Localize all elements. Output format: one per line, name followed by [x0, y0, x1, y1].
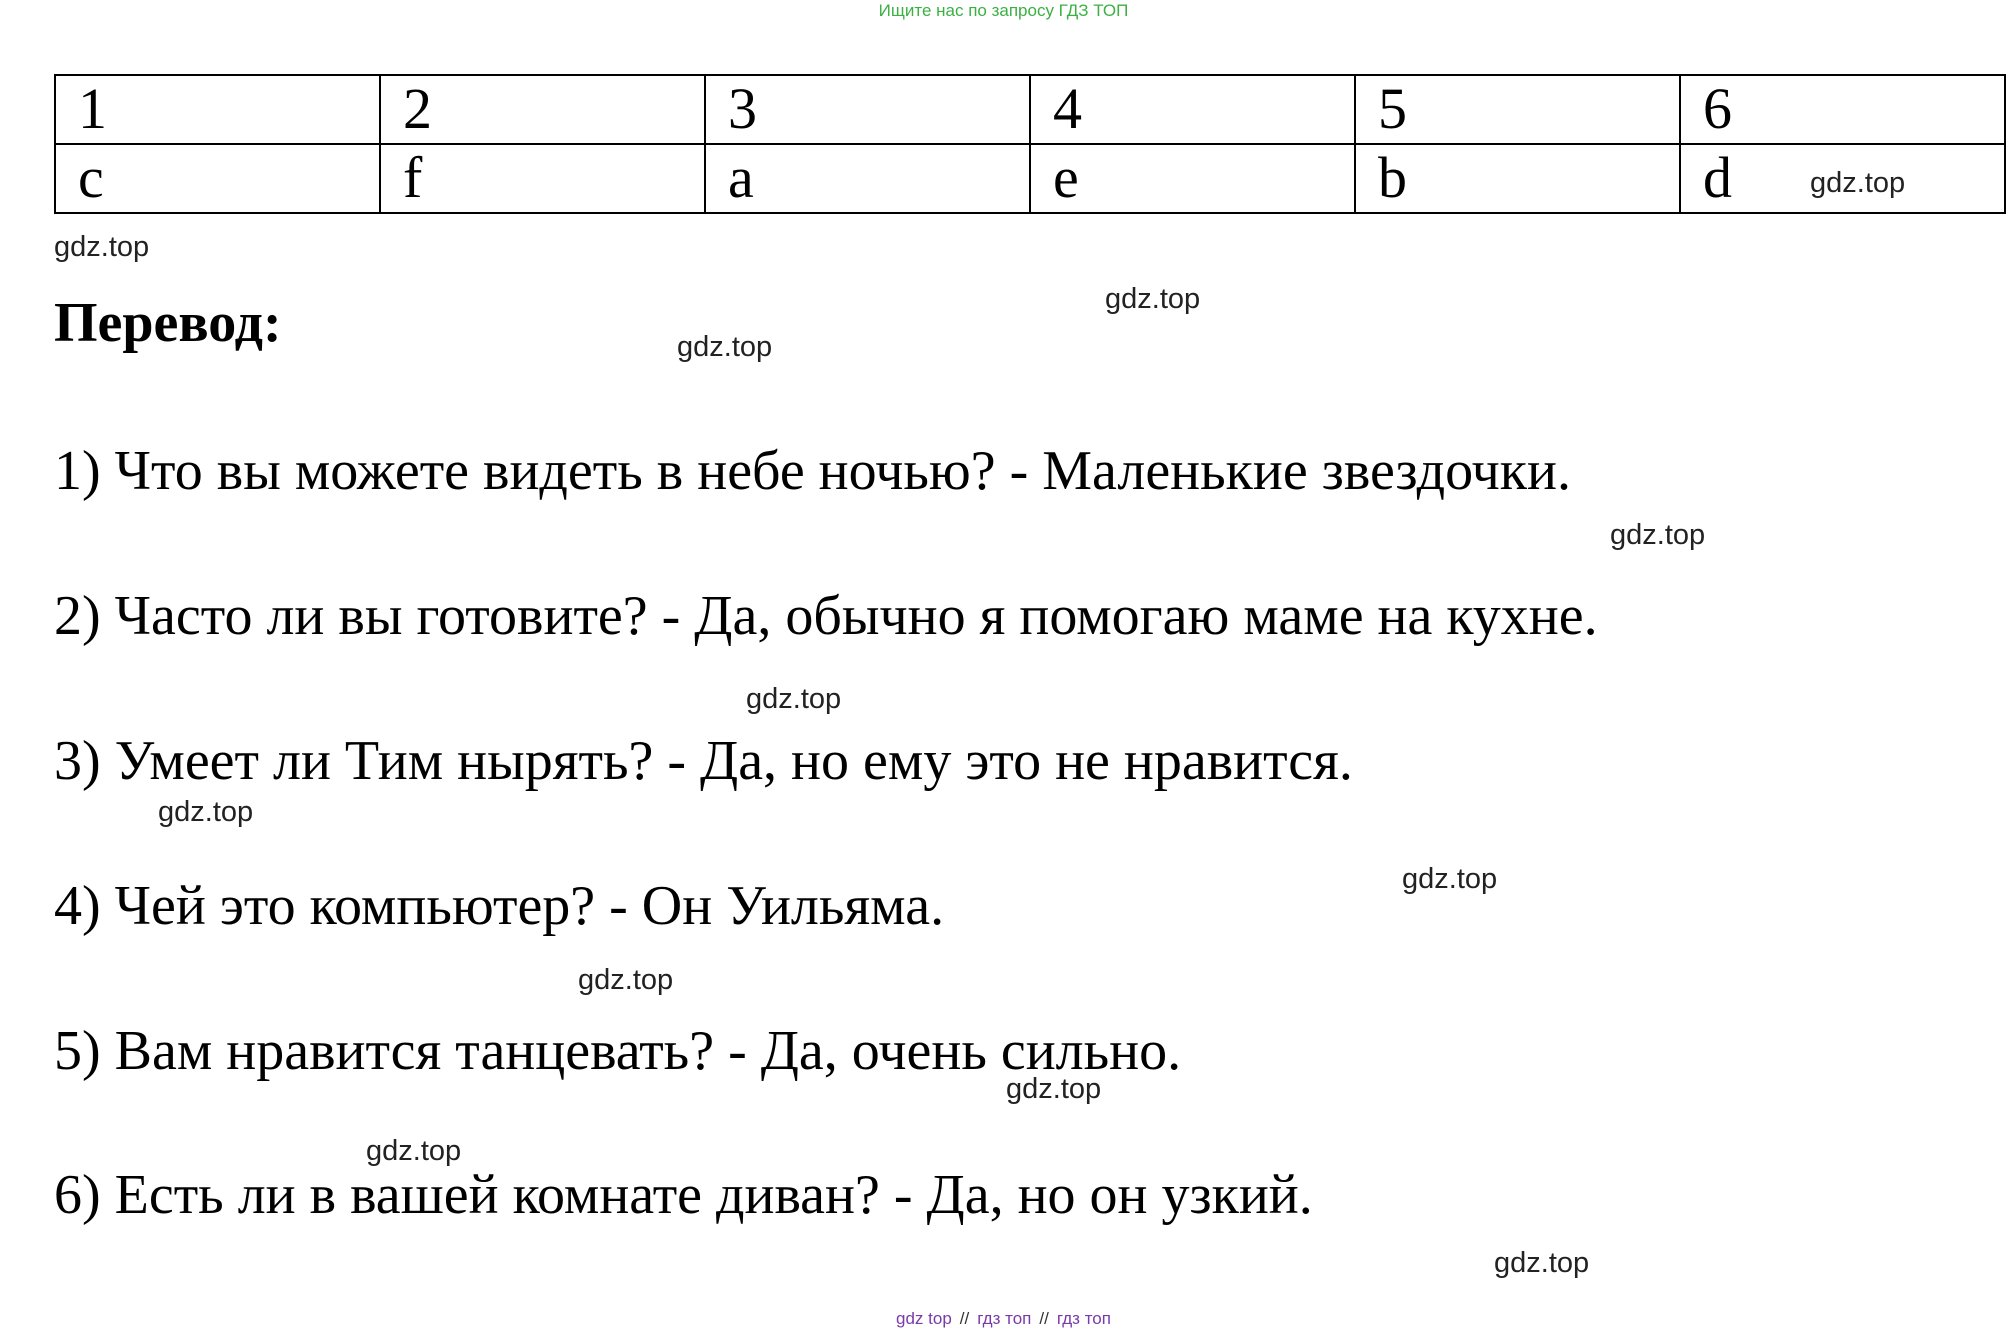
translation-line: 5) Вам нравится танцевать? - Да, очень сильно. — [54, 1020, 1182, 1082]
table-header-row — [55, 75, 2005, 144]
top-banner: Ищите нас по запросу ГДЗ ТОП — [878, 1, 1129, 20]
watermark: gdz.top — [1105, 283, 1201, 315]
table-cell: a — [705, 144, 1030, 213]
watermark: gdz.top — [1810, 167, 1906, 199]
watermark: gdz.top — [1494, 1247, 1590, 1279]
watermark: gdz.top — [677, 331, 773, 363]
table-cell: c — [55, 144, 380, 213]
table-cell: e — [1030, 144, 1355, 213]
table-answer-row — [55, 144, 2005, 213]
footer-link[interactable]: gdz top — [896, 1309, 952, 1328]
footer-separator: // — [1039, 1309, 1049, 1328]
translation-line: 4) Чей это компьютер? - Он Уильяма. — [54, 875, 945, 937]
watermark: gdz.top — [1006, 1073, 1102, 1105]
answer-table — [54, 74, 2006, 214]
translation-line: 6) Есть ли в вашей комнате диван? - Да, но он узкий. — [54, 1164, 1313, 1226]
watermark: gdz.top — [1402, 863, 1498, 895]
translation-line: 3) Умеет ли Тим нырять? - Да, но ему это не нравится. — [54, 730, 1353, 792]
footer-separator: // — [959, 1309, 970, 1328]
table-cell: 2 — [380, 75, 705, 144]
section-title: Перевод: — [54, 292, 282, 354]
table-cell: 6 — [1680, 75, 2005, 144]
watermark: gdz.top — [366, 1135, 462, 1167]
table-cell: 5 — [1355, 75, 1680, 144]
watermark: gdz.top — [746, 683, 842, 715]
table-cell: 3 — [705, 75, 1030, 144]
translation-line: 2) Часто ли вы готовите? - Да, обычно я помогаю маме на кухне. — [54, 585, 1598, 647]
watermark: gdz.top — [578, 964, 674, 996]
table-cell: f — [380, 144, 705, 213]
table-cell: d — [1680, 144, 2005, 213]
watermark: gdz.top — [1610, 519, 1706, 551]
footer-link[interactable]: гдз топ — [977, 1309, 1032, 1328]
table-cell: 4 — [1030, 75, 1355, 144]
table-cell: b — [1355, 144, 1680, 213]
watermark: gdz.top — [158, 796, 254, 828]
translation-line: 1) Что вы можете видеть в небе ночью? - Маленькие звездочки. — [54, 440, 1571, 502]
bottom-links — [0, 1308, 2007, 1330]
footer-link[interactable]: гдз топ — [1056, 1309, 1111, 1328]
table-cell: 1 — [55, 75, 380, 144]
watermark: gdz.top — [54, 231, 150, 263]
